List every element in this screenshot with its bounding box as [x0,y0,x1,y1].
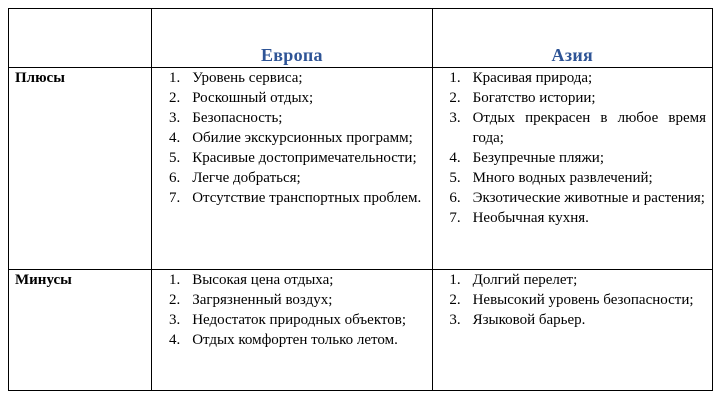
list-item-text: Отдых комфортен только летом. [192,332,398,348]
pros-asia-cell [432,68,712,270]
list-item [433,208,706,228]
list-item-text: Отдых прекрасен в любое время года; [472,110,706,146]
list-item-number: 1. [449,70,461,86]
list-item-text: Необычная кухня. [472,210,589,226]
list-item [152,88,425,108]
list-item-text: Красивая природа; [472,70,593,86]
comparison-table [8,8,713,391]
cons-row [9,270,713,391]
list-item-number: 1. [449,272,461,288]
list-item-number: 6. [168,170,181,186]
list-item-number: 3. [449,312,461,328]
list-item-number: 5. [449,170,461,186]
list-item [152,68,425,88]
pros-europe-cell [152,68,432,270]
list-item-number: 6. [449,190,461,206]
list-item-text: Безупречные пляжи; [472,150,604,166]
list-item [152,270,425,290]
list-item-number: 3. [449,110,461,126]
list-item [152,330,425,350]
pros-asia-list [433,68,712,228]
list-item [433,270,706,290]
list-item-text: Уровень сервиса; [192,70,303,86]
asia-header: Азия [551,45,594,65]
list-item-text: Высокая цена отдыха; [192,272,334,288]
list-item-number: 7. [168,190,181,206]
list-item-text: Красивые достопримечательности; [192,150,417,166]
list-item [433,188,706,208]
cons-asia-cell [432,270,712,391]
list-item-number: 2. [449,292,461,308]
cons-label: Минусы [9,270,152,391]
list-item-number: 4. [449,150,461,166]
list-item [152,108,425,128]
list-item [152,188,425,208]
list-item [152,168,425,188]
header-row [9,9,713,68]
list-item-number: 5. [168,150,181,166]
list-item-number: 2. [449,90,461,106]
list-item-text: Долгий перелет; [472,272,578,288]
list-item [152,128,425,148]
list-item-number: 2. [168,90,181,106]
list-item-text: Много водных развлечений; [472,170,653,186]
list-item-text: Невысокий уровень безопасности; [472,292,694,308]
list-item [433,290,706,310]
list-item-text: Безопасность; [192,110,283,126]
list-item-text: Богатство истории; [472,90,596,106]
list-item-number: 7. [449,210,461,226]
list-item-text: Загрязненный воздух; [192,292,333,308]
corner-cell [9,9,152,68]
list-item [433,310,706,330]
list-item [433,68,706,88]
list-item [152,290,425,310]
pros-europe-list [152,68,431,208]
list-item [433,148,706,168]
list-item-text: Недостаток природных объектов; [192,312,407,328]
europe-header: Европа [260,45,323,65]
list-item [433,168,706,188]
cons-europe-list [152,270,431,350]
list-item [152,310,425,330]
cons-asia-list [433,270,712,330]
list-item-text: Экзотические животные и растения; [472,190,705,206]
asia-header-cell [432,9,712,68]
list-item-number: 3. [168,110,181,126]
list-item-text: Роскошный отдых; [192,90,314,106]
list-item-number: 4. [168,130,181,146]
europe-header-cell [152,9,432,68]
list-item-text: Обилие экскурсионных программ; [192,130,413,146]
list-item-text: Отсутствие транспортных проблем. [192,190,422,206]
pros-row [9,68,713,270]
list-item-text: Легче добраться; [192,170,301,186]
list-item [433,88,706,108]
list-item-text: Языковой барьер. [472,312,586,328]
list-item-number: 1. [168,272,181,288]
list-item-number: 4. [168,332,181,348]
list-item [152,148,425,168]
list-item [433,108,706,148]
list-item-number: 1. [168,70,181,86]
list-item-number: 2. [168,292,181,308]
pros-label: Плюсы [9,68,152,270]
list-item-number: 3. [168,312,181,328]
cons-europe-cell [152,270,432,391]
